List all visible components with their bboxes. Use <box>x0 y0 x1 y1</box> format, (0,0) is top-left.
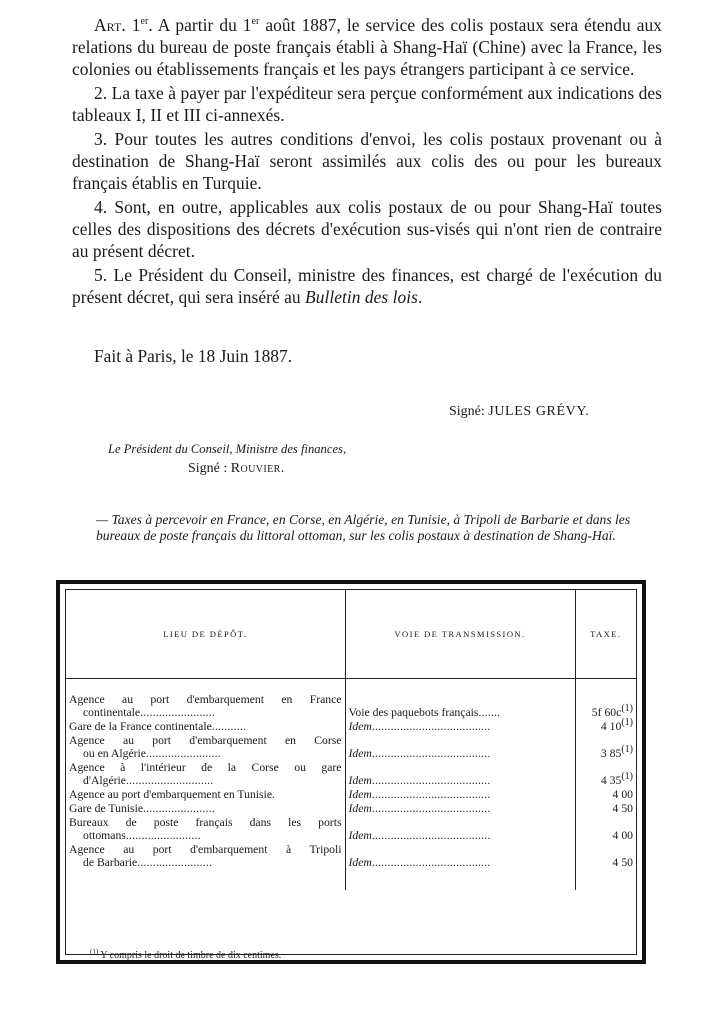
cell-voie-de-transmission <box>345 734 575 761</box>
cell-lieu-de-depot <box>66 802 345 816</box>
leader-dots: ...................................... <box>371 747 491 760</box>
leader-dots: ....... <box>478 706 501 719</box>
decree-articles <box>72 14 662 308</box>
cell-voie-de-transmission <box>345 802 575 816</box>
cell-lieu-de-depot <box>66 788 345 802</box>
article-5 <box>72 264 662 308</box>
countersign-line <box>188 461 285 477</box>
article-5-text-b: . <box>417 287 423 307</box>
rates-table-header-row <box>66 590 636 679</box>
table-row <box>66 788 636 802</box>
table-row <box>66 720 636 734</box>
lieu-text: Gare de la France continentale <box>69 720 212 733</box>
voie-text: Idem <box>348 774 372 787</box>
lieu-text: continentale <box>83 706 141 719</box>
leader-dots: ...................................... <box>371 802 491 815</box>
table-row <box>66 761 636 788</box>
cell-voie-de-transmission <box>345 761 575 788</box>
voie-text: Idem <box>348 802 372 815</box>
cell-taxe <box>575 693 636 720</box>
header-lieu-de-depot: LIEU DE DÉPÔT. <box>66 590 345 679</box>
lieu-line-2 <box>69 802 342 815</box>
table-footnote <box>90 947 282 961</box>
taxe-value: 4 00 <box>612 788 633 801</box>
leader-dots: ...................................... <box>371 788 491 801</box>
cell-lieu-de-depot <box>66 734 345 761</box>
lieu-line-2 <box>69 774 342 787</box>
cell-lieu-de-depot <box>66 843 345 870</box>
leader-dots: ...................................... <box>371 829 491 842</box>
header-voie-de-transmission: VOIE DE TRANSMISSION. <box>345 590 575 679</box>
taxe-value: 4 35 <box>600 774 622 787</box>
lieu-line-1: Agence au port d'embarquement en Corse <box>69 734 342 747</box>
cell-taxe <box>575 843 636 870</box>
rates-table-inner <box>65 589 637 961</box>
cell-taxe <box>575 761 636 788</box>
cell-voie-de-transmission <box>345 788 575 802</box>
header-taxe: TAXE. <box>575 590 636 679</box>
lieu-text: d'Algérie <box>83 774 126 787</box>
leader-dots: ........................ <box>125 829 201 842</box>
table-row <box>66 693 636 720</box>
leader-dots: ........................ <box>140 706 216 719</box>
taxe-value: 3 85 <box>600 747 622 760</box>
signature-name: JULES GRÉVY. <box>488 404 590 419</box>
cell-taxe <box>575 802 636 816</box>
leader-dots: ...................................... <box>371 720 491 733</box>
taxe-note: (1) <box>621 717 633 729</box>
table-tail-row <box>66 870 636 890</box>
lieu-line-2 <box>69 747 342 760</box>
countersign-name: Rouvier. <box>230 461 285 476</box>
cell-lieu-de-depot <box>66 693 345 720</box>
voie-text: Idem <box>348 788 372 801</box>
leader-dots: ........................ <box>145 747 221 760</box>
cell-voie-de-transmission <box>345 720 575 734</box>
article-4: 4. Sont, en outre, applicables aux colis postaux de ou pour Shang-Haï toutes celles des dispositions des décrets d'exécution sus-visés qui n'ont rien de contraire au présent décret. <box>72 197 662 261</box>
lieu-text: Agence au port d'embarquement en Tunisie. <box>69 788 275 801</box>
signature-label: Signé: <box>449 404 485 419</box>
article-2: 2. La taxe à payer par l'expéditeur sera perçue conformément aux indications des tableaux I, II et III ci-annexés. <box>72 83 662 125</box>
cell-voie-de-transmission <box>345 693 575 720</box>
voie-text: Idem <box>348 829 372 842</box>
leader-dots: ....................... <box>143 802 215 815</box>
cell-voie-de-transmission <box>345 816 575 843</box>
countersign-label: Signé : <box>188 461 228 476</box>
article-1-text-b: août 1887, le service des colis postaux sera étendu aux relations du bureau de poste français établi à Shang-Haï (Chine) avec la France, les colonies ou établissements français et les pays étrangers participant à ce service. <box>72 15 662 79</box>
lieu-line-2 <box>69 788 342 801</box>
article-1-date-sup: er <box>251 16 260 28</box>
lieu-line-1: Agence au port d'embarquement à Tripoli <box>69 843 342 856</box>
cell-taxe <box>575 816 636 843</box>
fait-a-paris: Fait à Paris, le 18 Juin 1887. <box>94 346 293 366</box>
taxe-value: 5f 60c <box>591 706 622 719</box>
taxe-value: 4 00 <box>612 829 633 842</box>
taxe-note: (1) <box>621 771 633 783</box>
lieu-line-2 <box>69 856 342 869</box>
taxe-note: (1) <box>621 744 633 756</box>
taxe-note: (1) <box>621 703 633 715</box>
lieu-line-2 <box>69 829 342 842</box>
voie-text: Idem <box>348 720 372 733</box>
rates-table-frame <box>56 580 646 964</box>
lieu-text: ou en Algérie <box>83 747 146 760</box>
article-1-text-a: . A partir du 1 <box>148 15 252 35</box>
footnote-mark: (1) <box>90 947 99 956</box>
lieu-line-1: Agence au port d'embarquement en France <box>69 693 342 706</box>
article-1-label-sup: er <box>140 16 149 28</box>
table-spacer-row <box>66 679 636 694</box>
lieu-line-1: Agence à l'intérieur de la Corse ou gare <box>69 761 342 774</box>
cell-lieu-de-depot <box>66 816 345 843</box>
article-5-text-a: 5. Le Président du Conseil, ministre des finances, est chargé de l'exécution du présent décret, qui sera inséré au <box>72 265 662 307</box>
cell-taxe <box>575 717 636 734</box>
voie-text: Voie des paquebots français <box>348 706 479 719</box>
table-caption: — Taxes à percevoir en France, en Corse, en Algérie, en Tunisie, à Tripoli de Barbarie et dans les bureaux de poste français du littoral ottoman, sur les colis postaux à destination de Shang-Haï. <box>96 512 631 543</box>
lieu-line-2 <box>69 720 342 733</box>
table-row <box>66 802 636 816</box>
taxe-value: 4 50 <box>612 802 633 815</box>
cell-taxe <box>575 788 636 802</box>
taxe-value: 4 10 <box>600 720 622 733</box>
lieu-line-2 <box>69 706 342 719</box>
voie-text: Idem <box>348 856 372 869</box>
cell-lieu-de-depot <box>66 720 345 734</box>
leader-dots: ...................................... <box>371 774 491 787</box>
cell-lieu-de-depot <box>66 761 345 788</box>
leader-dots: ........................ <box>137 856 213 869</box>
article-1 <box>72 14 662 80</box>
lieu-line-1: Bureaux de poste français dans les ports <box>69 816 342 829</box>
article-1-label: Art. 1 <box>94 15 141 35</box>
leader-dots: ...................................... <box>371 856 491 869</box>
rates-table <box>66 590 636 890</box>
signature-line <box>449 404 589 420</box>
lieu-text: de Barbarie <box>83 856 138 869</box>
cell-voie-de-transmission <box>345 843 575 870</box>
lieu-text: ottomans <box>83 829 126 842</box>
table-row <box>66 843 636 870</box>
leader-dots: ........... <box>211 720 247 733</box>
table-row <box>66 816 636 843</box>
lieu-text: Gare de Tunisie <box>69 802 144 815</box>
article-5-bulletin: Bulletin des lois <box>305 287 418 307</box>
article-3: 3. Pour toutes les autres conditions d'envoi, les colis postaux provenant ou à destination de Shang-Haï seront assimilés aux colis des ou pour les bureaux français établis en Turquie. <box>72 129 662 193</box>
rates-table-body <box>66 679 636 891</box>
table-row <box>66 734 636 761</box>
taxe-value: 4 50 <box>612 856 633 869</box>
cell-taxe <box>575 734 636 761</box>
voie-text: Idem <box>348 747 372 760</box>
footnote-text: Y compris le droit de timbre de dix centimes. <box>100 950 282 961</box>
leader-dots: ............................ <box>126 774 214 787</box>
countersign-title: Le Président du Conseil, Ministre des finances, <box>108 442 347 456</box>
